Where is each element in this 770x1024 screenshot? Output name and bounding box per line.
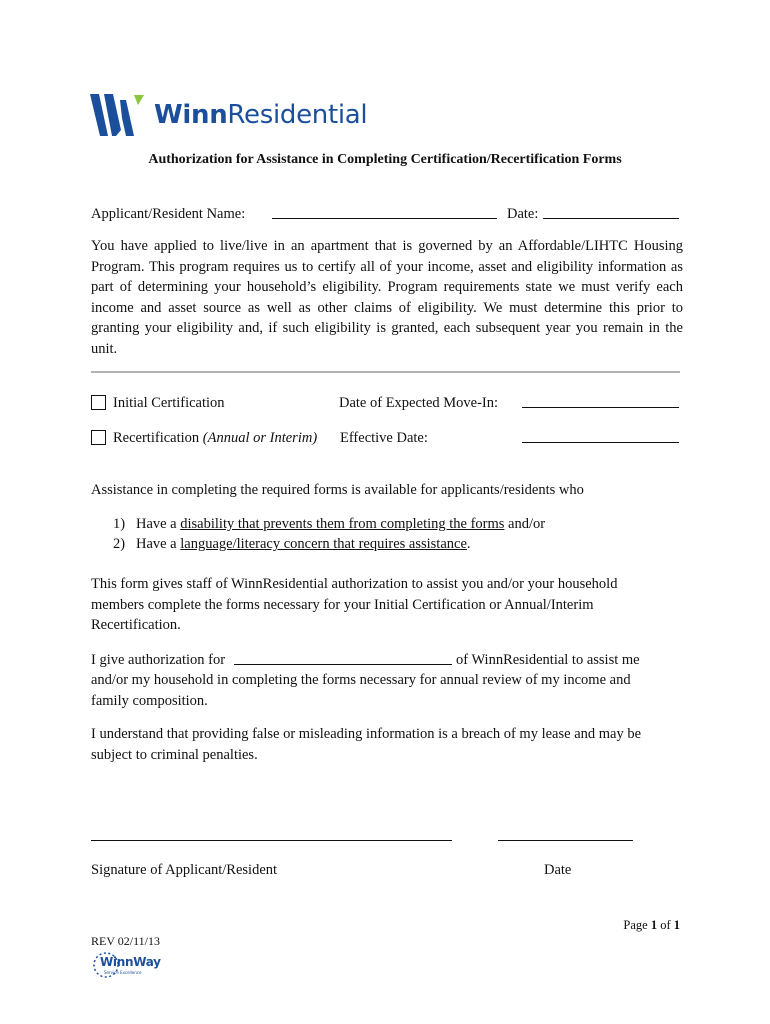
initial-certification-checkbox[interactable] xyxy=(91,395,106,410)
brand-name-bold: Winn xyxy=(154,100,228,130)
effective-date-label: Effective Date: xyxy=(340,430,428,446)
revision-label: REV 02/11/13 xyxy=(91,934,161,948)
assistance-item-1-post: and/or xyxy=(504,516,546,532)
authorization-paragraph: This form gives staff of WinnResidential authorization to assist you and/or your household members complete the forms necessary for your Initial Certification or Annual/Interim Recertification. xyxy=(91,576,618,633)
page-prefix: Page xyxy=(623,918,651,932)
assistance-item-1-pre: Have a xyxy=(135,516,181,532)
applicant-name-label: Applicant/Resident Name: xyxy=(91,206,246,222)
page-of: of xyxy=(657,918,674,932)
recertification-checkbox[interactable] xyxy=(91,430,106,445)
understand-paragraph: I understand that providing false or misleading information is a breach of my lease and may be subject to criminal penalties. xyxy=(91,726,642,763)
effective-date-field[interactable] xyxy=(522,442,679,443)
assistance-item-1-underlined: disability that prevents them from completing the forms xyxy=(180,516,505,532)
brand-name-regular: Residential xyxy=(227,100,368,130)
page-current: 1 xyxy=(650,918,658,932)
page-total: 1 xyxy=(673,918,680,932)
assistance-item-1 xyxy=(113,514,545,535)
recertification-label-text: Recertification xyxy=(113,430,203,446)
section-divider xyxy=(91,371,680,373)
winn-w-mark-icon xyxy=(90,92,146,138)
give-authorization-rest: and/or my household in completing the forms necessary for annual review of my income and family composition. xyxy=(91,672,631,709)
brand-name xyxy=(154,100,367,130)
staff-name-field[interactable] xyxy=(234,664,452,665)
applicant-name-field[interactable] xyxy=(272,218,497,219)
intro-paragraph: You have applied to live/live in an apartment that is governed by an Affordable/LIHTC Housing Program. This program requires us to certify all of your income, asset and eligibility information as part of determining your household’s eligibility. Program requirements state we must verify each income and asset source as well as other claims of eligibility. We must determine this prior to granting your eligibility and, if such eligibility is granted, each subsequent year you remain in the unit. xyxy=(91,238,683,357)
date-field[interactable] xyxy=(543,218,679,219)
assistance-item-2-underlined: language/literacy concern that requires assistance xyxy=(180,536,467,552)
assistance-intro: Assistance in completing the required forms is available for applicants/residents who xyxy=(91,482,584,498)
initial-certification-label: Initial Certification xyxy=(113,395,225,411)
move-in-date-label: Date of Expected Move-In: xyxy=(339,395,499,411)
winnway-logo xyxy=(91,950,171,980)
assistance-item-2-pre: Have a xyxy=(135,536,181,552)
recertification-label xyxy=(113,428,317,449)
signature-date-label: Date xyxy=(544,862,572,878)
assistance-item-2-number: 2) xyxy=(113,536,126,552)
signature-label: Signature of Applicant/Resident xyxy=(91,862,278,878)
move-in-date-field[interactable] xyxy=(522,407,679,408)
date-label: Date: xyxy=(507,206,539,222)
winnresidential-logo xyxy=(90,92,380,138)
page-title: Authorization for Assistance in Completing Certification/Recertification Forms xyxy=(148,152,622,167)
winnway-tagline: Service Excellence xyxy=(104,970,142,975)
assistance-item-2 xyxy=(113,534,471,555)
give-authorization-post: of WinnResidential to assist me xyxy=(456,652,640,668)
recertification-label-italic: (Annual or Interim) xyxy=(202,430,318,446)
page-number xyxy=(623,918,680,933)
signature-field[interactable] xyxy=(91,840,452,841)
give-authorization-line xyxy=(91,650,225,671)
assistance-item-1-number: 1) xyxy=(113,516,126,532)
assistance-item-2-post: . xyxy=(466,536,471,552)
signature-date-field[interactable] xyxy=(498,840,633,841)
give-authorization-pre: I give authorization for xyxy=(91,652,226,668)
winnway-text: WinnWay xyxy=(100,955,161,969)
